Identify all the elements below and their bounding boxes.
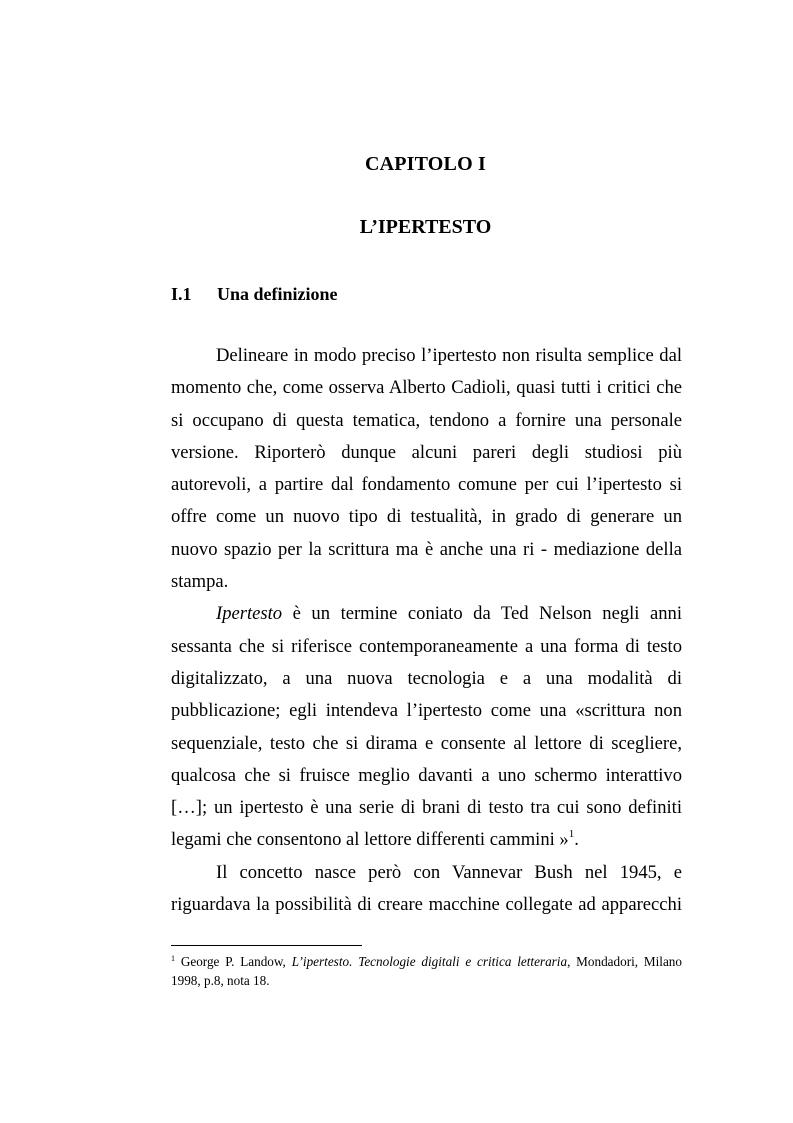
paragraph-2: [171, 598, 682, 856]
text-line: offre come un nuovo tipo di testualità, in grado di generare un: [171, 506, 682, 528]
italic-term: Ipertesto: [216, 603, 283, 625]
text-fragment: è un termine coniato da Ted Nelson negli anni: [282, 603, 682, 625]
chapter-title: L’IPERTESTO: [359, 216, 492, 238]
footnote-author: George P. Landow,: [175, 954, 292, 969]
text-fragment: .: [574, 829, 579, 851]
footnote-ref[interactable]: 1: [568, 828, 575, 841]
text-line: pubblicazione; egli intendeva l’ipertesto come una «scrittura non: [171, 700, 682, 722]
text-line: versione. Riporterò dunque alcuni pareri degli studiosi più: [171, 441, 682, 463]
text-line: autorevoli, a partire dal fondamento comune per cui l’ipertesto si: [171, 474, 682, 496]
text-line: momento che, come osserva Alberto Cadioli, quasi tutti i critici che: [171, 377, 682, 399]
footnote-publisher: , Mondadori, Milano: [567, 954, 682, 969]
footnote-line: [171, 952, 682, 971]
section-title: Una definizione: [217, 284, 338, 304]
paragraph-1: [171, 340, 682, 598]
text-line: si occupano di questa tematica, tendono a fornire una personale: [171, 409, 682, 431]
section-heading: [171, 281, 338, 307]
text-line: sessanta che si riferisce contemporaneamente a una forma di testo: [171, 635, 682, 657]
text-line: Delineare in modo preciso l’ipertesto non risulta semplice dal: [216, 345, 682, 366]
text-line: sequenziale, testo che si dirama e consente al lettore di scegliere,: [171, 732, 682, 754]
footnote: [171, 952, 682, 990]
paragraph-3: [171, 857, 682, 922]
footnote-book-title: L’ipertesto. Tecnologie digitali e critica letteraria: [291, 954, 568, 969]
chapter-label: CAPITOLO I: [364, 153, 487, 175]
text-line: riguardava la possibilità di creare macchine collegate ad apparecchi: [171, 894, 682, 916]
text-line: [171, 824, 682, 856]
footnote-line: 1998, p.8, nota 18.: [171, 973, 270, 988]
text-fragment: legami che consentono al lettore differenti cammini »: [171, 829, 569, 851]
text-line: nuovo spazio per la scrittura ma è anche una ri - mediazione della: [171, 538, 682, 560]
text-line: […]; un ipertesto è una serie di brani di testo tra cui sono definiti: [171, 797, 682, 819]
text-line: stampa.: [171, 571, 229, 593]
footnote-marker: 1: [171, 954, 175, 963]
text-line: qualcosa che si fruisce meglio davanti a uno schermo interattivo: [171, 764, 682, 786]
body-text: [171, 340, 682, 921]
section-number: I.1: [171, 284, 192, 304]
text-line: [171, 598, 682, 630]
text-line: Il concetto nasce però con Vannevar Bush nel 1945, e: [216, 861, 682, 883]
footnote-divider: [171, 945, 362, 946]
text-line: digitalizzato, a una nuova tecnologia e a una modalità di: [171, 667, 682, 689]
